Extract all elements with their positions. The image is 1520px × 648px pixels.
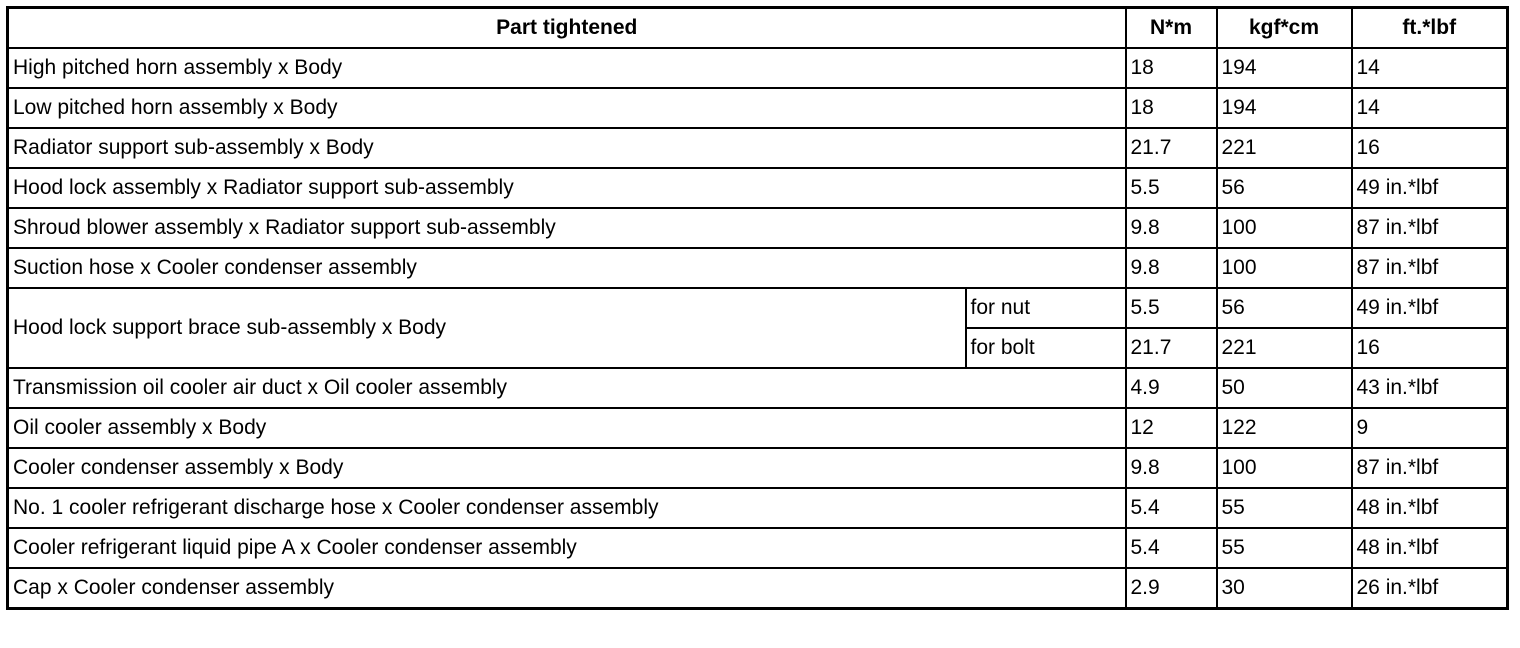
part-cell: Oil cooler assembly x Body (8, 408, 1126, 448)
part-cell: Suction hose x Cooler condenser assembly (8, 248, 1126, 288)
kgf-cm-cell: 194 (1217, 88, 1352, 128)
nm-cell: 12 (1126, 408, 1217, 448)
part-cell: High pitched horn assembly x Body (8, 48, 1126, 88)
kgf-cm-cell: 100 (1217, 248, 1352, 288)
ft-lbf-cell: 87 in.*lbf (1352, 248, 1508, 288)
table-row (8, 128, 1508, 168)
table-row (8, 208, 1508, 248)
kgf-cm-cell: 56 (1217, 168, 1352, 208)
part-cell: Transmission oil cooler air duct x Oil cooler assembly (8, 368, 1126, 408)
header-ft-lbf: ft.*lbf (1352, 8, 1508, 49)
header-part-tightened: Part tightened (8, 8, 1126, 49)
kgf-cm-cell: 221 (1217, 328, 1352, 368)
part-cell: Cooler refrigerant liquid pipe A x Cooler condenser assembly (8, 528, 1126, 568)
part-cell: Cap x Cooler condenser assembly (8, 568, 1126, 609)
kgf-cm-cell: 194 (1217, 48, 1352, 88)
kgf-cm-cell: 30 (1217, 568, 1352, 609)
nm-cell: 9.8 (1126, 248, 1217, 288)
sub-condition-cell: for bolt (966, 328, 1126, 368)
table-row (8, 368, 1508, 408)
table-row (8, 528, 1508, 568)
nm-cell: 2.9 (1126, 568, 1217, 609)
table-row (8, 48, 1508, 88)
nm-cell: 4.9 (1126, 368, 1217, 408)
ft-lbf-cell: 48 in.*lbf (1352, 528, 1508, 568)
nm-cell: 18 (1126, 48, 1217, 88)
kgf-cm-cell: 55 (1217, 528, 1352, 568)
table-header-row (8, 8, 1508, 49)
table-row (8, 408, 1508, 448)
header-kgf-cm: kgf*cm (1217, 8, 1352, 49)
ft-lbf-cell: 16 (1352, 128, 1508, 168)
sub-condition-cell: for nut (966, 288, 1126, 328)
part-cell: Low pitched horn assembly x Body (8, 88, 1126, 128)
kgf-cm-cell: 55 (1217, 488, 1352, 528)
kgf-cm-cell: 100 (1217, 448, 1352, 488)
part-cell: Hood lock assembly x Radiator support sub-assembly (8, 168, 1126, 208)
table-row (8, 568, 1508, 609)
ft-lbf-cell: 16 (1352, 328, 1508, 368)
ft-lbf-cell: 49 in.*lbf (1352, 288, 1508, 328)
header-nm: N*m (1126, 8, 1217, 49)
nm-cell: 5.5 (1126, 288, 1217, 328)
nm-cell: 5.4 (1126, 528, 1217, 568)
nm-cell: 5.4 (1126, 488, 1217, 528)
part-cell: Hood lock support brace sub-assembly x Body (8, 288, 966, 368)
nm-cell: 18 (1126, 88, 1217, 128)
nm-cell: 21.7 (1126, 328, 1217, 368)
table-row (8, 248, 1508, 288)
table-row (8, 288, 1508, 328)
table-row (8, 168, 1508, 208)
ft-lbf-cell: 14 (1352, 48, 1508, 88)
ft-lbf-cell: 48 in.*lbf (1352, 488, 1508, 528)
kgf-cm-cell: 56 (1217, 288, 1352, 328)
kgf-cm-cell: 100 (1217, 208, 1352, 248)
part-cell: No. 1 cooler refrigerant discharge hose x Cooler condenser assembly (8, 488, 1126, 528)
ft-lbf-cell: 26 in.*lbf (1352, 568, 1508, 609)
part-cell: Cooler condenser assembly x Body (8, 448, 1126, 488)
nm-cell: 9.8 (1126, 448, 1217, 488)
part-cell: Radiator support sub-assembly x Body (8, 128, 1126, 168)
torque-specification-table (6, 6, 1509, 610)
table-row (8, 448, 1508, 488)
ft-lbf-cell: 87 in.*lbf (1352, 208, 1508, 248)
kgf-cm-cell: 122 (1217, 408, 1352, 448)
ft-lbf-cell: 9 (1352, 408, 1508, 448)
nm-cell: 21.7 (1126, 128, 1217, 168)
part-cell: Shroud blower assembly x Radiator support sub-assembly (8, 208, 1126, 248)
table-row (8, 88, 1508, 128)
nm-cell: 5.5 (1126, 168, 1217, 208)
table-row (8, 488, 1508, 528)
kgf-cm-cell: 221 (1217, 128, 1352, 168)
ft-lbf-cell: 14 (1352, 88, 1508, 128)
ft-lbf-cell: 43 in.*lbf (1352, 368, 1508, 408)
ft-lbf-cell: 87 in.*lbf (1352, 448, 1508, 488)
kgf-cm-cell: 50 (1217, 368, 1352, 408)
ft-lbf-cell: 49 in.*lbf (1352, 168, 1508, 208)
nm-cell: 9.8 (1126, 208, 1217, 248)
